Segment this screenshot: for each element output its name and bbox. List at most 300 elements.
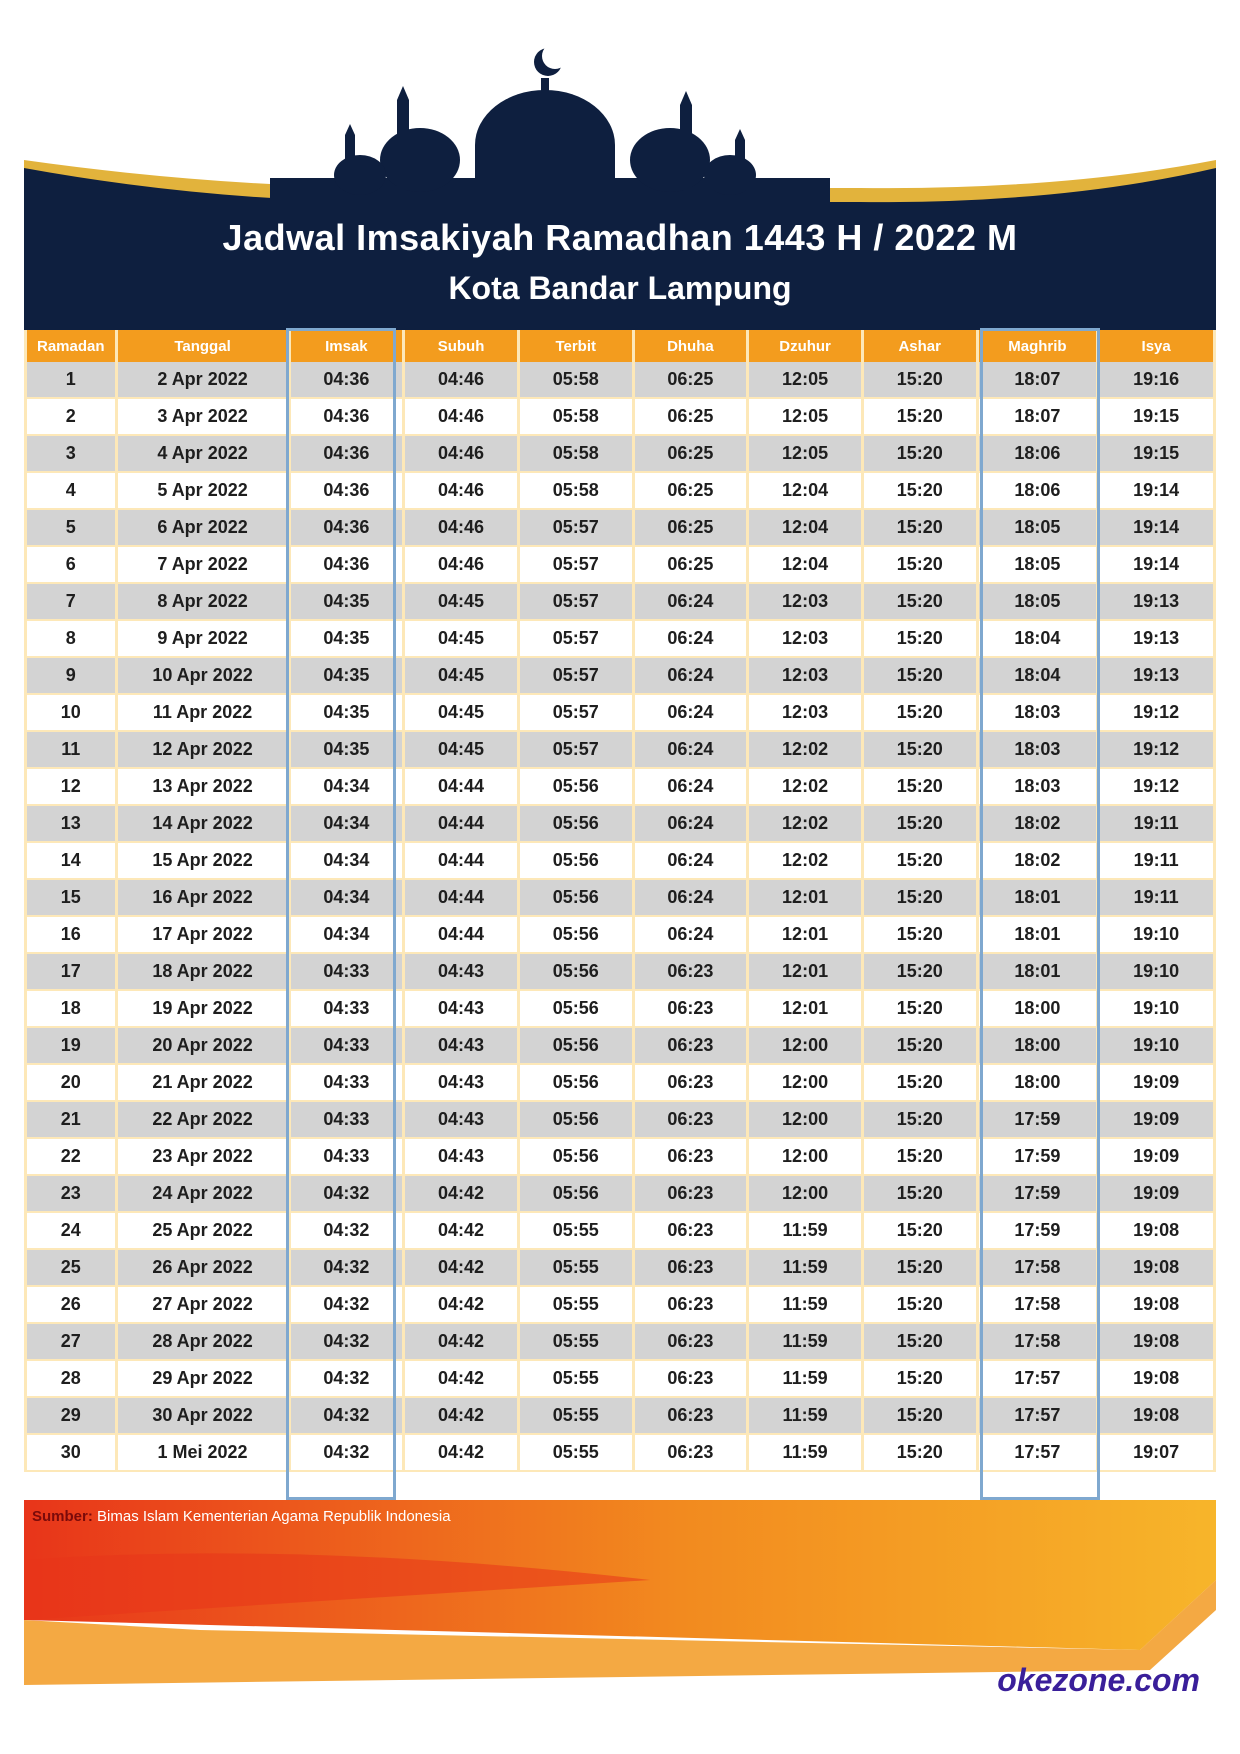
table-cell: 05:56 [518, 953, 633, 990]
column-header: Imsak [289, 330, 404, 362]
table-row [26, 879, 1215, 916]
table-cell: 19 Apr 2022 [116, 990, 289, 1027]
table-row [26, 1434, 1215, 1471]
table-row [26, 398, 1215, 435]
table-cell: 15:20 [862, 1138, 977, 1175]
table-cell: 12:00 [748, 1175, 863, 1212]
table-cell: 15 Apr 2022 [116, 842, 289, 879]
table-cell: 06:23 [633, 1397, 748, 1434]
table-cell: 06:23 [633, 1360, 748, 1397]
table-cell: 19:14 [1098, 509, 1215, 546]
table-cell: 04:42 [404, 1286, 519, 1323]
table-cell: 18:06 [977, 472, 1098, 509]
table-cell: 19:09 [1098, 1101, 1215, 1138]
table-cell: 04:42 [404, 1249, 519, 1286]
table-cell: 12:02 [748, 731, 863, 768]
table-cell: 22 [26, 1138, 117, 1175]
table-cell: 04:34 [289, 842, 404, 879]
table-cell: 15:20 [862, 953, 977, 990]
column-header: Subuh [404, 330, 519, 362]
table-row [26, 509, 1215, 546]
table-cell: 04:43 [404, 1027, 519, 1064]
table-cell: 04:42 [404, 1175, 519, 1212]
table-cell: 04:33 [289, 1064, 404, 1101]
table-cell: 11:59 [748, 1434, 863, 1471]
table-cell: 11 [26, 731, 117, 768]
table-cell: 04:45 [404, 657, 519, 694]
table-cell: 06:23 [633, 1138, 748, 1175]
table-cell: 19:08 [1098, 1286, 1215, 1323]
table-row [26, 768, 1215, 805]
table-cell: 15:20 [862, 546, 977, 583]
table-cell: 15:20 [862, 1397, 977, 1434]
table-cell: 04:45 [404, 583, 519, 620]
column-header: Terbit [518, 330, 633, 362]
table-row [26, 583, 1215, 620]
table-cell: 04:33 [289, 1027, 404, 1064]
table-cell: 06:24 [633, 842, 748, 879]
table-cell: 3 [26, 435, 117, 472]
table-cell: 19:14 [1098, 546, 1215, 583]
table-cell: 15:20 [862, 768, 977, 805]
table-cell: 2 Apr 2022 [116, 362, 289, 398]
table-cell: 15:20 [862, 1027, 977, 1064]
table-cell: 19:10 [1098, 1027, 1215, 1064]
table-cell: 05:58 [518, 472, 633, 509]
table-cell: 17:58 [977, 1323, 1098, 1360]
table-cell: 05:57 [518, 657, 633, 694]
table-cell: 18 Apr 2022 [116, 953, 289, 990]
table-cell: 05:57 [518, 509, 633, 546]
table-cell: 17:59 [977, 1175, 1098, 1212]
table-cell: 12 [26, 768, 117, 805]
table-cell: 05:56 [518, 1138, 633, 1175]
table-cell: 15:20 [862, 842, 977, 879]
table-cell: 18:03 [977, 694, 1098, 731]
table-row [26, 1027, 1215, 1064]
table-cell: 15:20 [862, 472, 977, 509]
table-cell: 18:03 [977, 731, 1098, 768]
table-cell: 05:55 [518, 1434, 633, 1471]
table-cell: 12:02 [748, 842, 863, 879]
source-note [32, 1508, 451, 1525]
table-row [26, 1101, 1215, 1138]
table-cell: 04:35 [289, 731, 404, 768]
table-cell: 7 Apr 2022 [116, 546, 289, 583]
table-cell: 05:57 [518, 694, 633, 731]
table-cell: 04:36 [289, 546, 404, 583]
table-row [26, 1175, 1215, 1212]
table-cell: 18:06 [977, 435, 1098, 472]
table-cell: 17:57 [977, 1434, 1098, 1471]
table-cell: 04:45 [404, 620, 519, 657]
site-logo[interactable]: okezone.com [997, 1662, 1200, 1698]
table-cell: 18 [26, 990, 117, 1027]
table-cell: 12:01 [748, 916, 863, 953]
table-cell: 04:46 [404, 546, 519, 583]
table-cell: 04:43 [404, 1101, 519, 1138]
table-cell: 25 [26, 1249, 117, 1286]
table-cell: 05:56 [518, 879, 633, 916]
table-cell: 27 Apr 2022 [116, 1286, 289, 1323]
table-cell: 27 [26, 1323, 117, 1360]
table-cell: 5 Apr 2022 [116, 472, 289, 509]
table-cell: 05:55 [518, 1360, 633, 1397]
table-cell: 19:12 [1098, 768, 1215, 805]
column-header: Ramadan [26, 330, 117, 362]
table-cell: 18:07 [977, 398, 1098, 435]
table-cell: 30 [26, 1434, 117, 1471]
table-cell: 21 [26, 1101, 117, 1138]
table-cell: 06:25 [633, 362, 748, 398]
table-cell: 19:07 [1098, 1434, 1215, 1471]
table-cell: 12:04 [748, 472, 863, 509]
table-row [26, 472, 1215, 509]
table-cell: 19:08 [1098, 1360, 1215, 1397]
table-cell: 04:43 [404, 953, 519, 990]
table-cell: 15:20 [862, 509, 977, 546]
table-cell: 15:20 [862, 1064, 977, 1101]
table-row [26, 1212, 1215, 1249]
table-cell: 06:25 [633, 435, 748, 472]
table-row [26, 990, 1215, 1027]
table-cell: 04:36 [289, 398, 404, 435]
table-cell: 15:20 [862, 879, 977, 916]
table-header-row [26, 330, 1215, 362]
table-cell: 15:20 [862, 362, 977, 398]
table-cell: 18:01 [977, 953, 1098, 990]
table-cell: 15:20 [862, 1175, 977, 1212]
table-cell: 8 [26, 620, 117, 657]
table-cell: 04:32 [289, 1286, 404, 1323]
table-cell: 05:56 [518, 1101, 633, 1138]
table-cell: 15:20 [862, 1360, 977, 1397]
table-cell: 7 [26, 583, 117, 620]
table-cell: 10 Apr 2022 [116, 657, 289, 694]
table-cell: 06:23 [633, 1175, 748, 1212]
table-cell: 05:57 [518, 620, 633, 657]
table-cell: 05:57 [518, 731, 633, 768]
table-cell: 19:11 [1098, 842, 1215, 879]
table-cell: 04:42 [404, 1434, 519, 1471]
table-cell: 19:10 [1098, 916, 1215, 953]
table-cell: 06:24 [633, 916, 748, 953]
table-cell: 19:09 [1098, 1175, 1215, 1212]
table-cell: 17:58 [977, 1286, 1098, 1323]
table-cell: 12:01 [748, 953, 863, 990]
table-cell: 19:08 [1098, 1323, 1215, 1360]
table-cell: 04:46 [404, 398, 519, 435]
table-cell: 17:59 [977, 1138, 1098, 1175]
table-body [26, 362, 1215, 1471]
table-cell: 04:46 [404, 362, 519, 398]
table-cell: 04:43 [404, 1138, 519, 1175]
table-cell: 15:20 [862, 1286, 977, 1323]
table-cell: 05:56 [518, 1027, 633, 1064]
table-cell: 17:57 [977, 1397, 1098, 1434]
table-cell: 11 Apr 2022 [116, 694, 289, 731]
table-cell: 05:57 [518, 583, 633, 620]
city-subtitle: Kota Bandar Lampung [448, 270, 792, 306]
table-cell: 19:09 [1098, 1064, 1215, 1101]
table-cell: 29 Apr 2022 [116, 1360, 289, 1397]
table-cell: 13 Apr 2022 [116, 768, 289, 805]
table-cell: 06:23 [633, 1101, 748, 1138]
table-cell: 18:00 [977, 1027, 1098, 1064]
table-cell: 04:34 [289, 916, 404, 953]
table-cell: 12:03 [748, 694, 863, 731]
table-cell: 19:16 [1098, 362, 1215, 398]
table-cell: 05:58 [518, 435, 633, 472]
column-header: Maghrib [977, 330, 1098, 362]
table-cell: 04:33 [289, 1101, 404, 1138]
table-cell: 4 Apr 2022 [116, 435, 289, 472]
table-cell: 06:23 [633, 1249, 748, 1286]
table-cell: 17:58 [977, 1249, 1098, 1286]
table-cell: 05:56 [518, 916, 633, 953]
table-cell: 18:05 [977, 509, 1098, 546]
table-cell: 06:23 [633, 1434, 748, 1471]
table-cell: 05:56 [518, 1175, 633, 1212]
table-cell: 06:24 [633, 768, 748, 805]
table-row [26, 435, 1215, 472]
table-row [26, 1323, 1215, 1360]
table-cell: 04:32 [289, 1175, 404, 1212]
table-cell: 18:00 [977, 1064, 1098, 1101]
table-cell: 19:08 [1098, 1397, 1215, 1434]
table-cell: 18:05 [977, 583, 1098, 620]
table-cell: 04:36 [289, 472, 404, 509]
table-cell: 04:42 [404, 1212, 519, 1249]
table-cell: 06:25 [633, 546, 748, 583]
table-cell: 04:35 [289, 694, 404, 731]
table-cell: 06:24 [633, 583, 748, 620]
schedule-table-container [24, 330, 1216, 1472]
table-cell: 4 [26, 472, 117, 509]
table-cell: 12:00 [748, 1101, 863, 1138]
table-cell: 19 [26, 1027, 117, 1064]
column-header: Dzuhur [748, 330, 863, 362]
source-text: Bimas Islam Kementerian Agama Republik Indonesia [97, 1508, 451, 1525]
table-cell: 06:25 [633, 509, 748, 546]
table-cell: 28 Apr 2022 [116, 1323, 289, 1360]
table-cell: 12:03 [748, 583, 863, 620]
table-cell: 19:13 [1098, 583, 1215, 620]
table-cell: 26 Apr 2022 [116, 1249, 289, 1286]
table-cell: 04:44 [404, 842, 519, 879]
table-cell: 17 [26, 953, 117, 990]
table-cell: 6 Apr 2022 [116, 509, 289, 546]
imsakiyah-table [24, 330, 1216, 1472]
table-cell: 19:11 [1098, 805, 1215, 842]
table-cell: 19:08 [1098, 1212, 1215, 1249]
table-cell: 12 Apr 2022 [116, 731, 289, 768]
table-cell: 05:55 [518, 1286, 633, 1323]
table-cell: 12:04 [748, 509, 863, 546]
table-cell: 04:35 [289, 620, 404, 657]
page-title: Jadwal Imsakiyah Ramadhan 1443 H / 2022 M [222, 217, 1018, 258]
table-cell: 04:32 [289, 1249, 404, 1286]
table-cell: 15:20 [862, 398, 977, 435]
table-cell: 12:01 [748, 990, 863, 1027]
table-cell: 14 Apr 2022 [116, 805, 289, 842]
table-cell: 04:42 [404, 1397, 519, 1434]
table-row [26, 620, 1215, 657]
header-titles [24, 216, 1216, 310]
table-cell: 25 Apr 2022 [116, 1212, 289, 1249]
table-cell: 04:32 [289, 1323, 404, 1360]
table-cell: 12:05 [748, 398, 863, 435]
table-cell: 06:23 [633, 1064, 748, 1101]
table-cell: 18:05 [977, 546, 1098, 583]
table-cell: 15:20 [862, 1323, 977, 1360]
table-cell: 14 [26, 842, 117, 879]
table-cell: 04:34 [289, 879, 404, 916]
table-cell: 15:20 [862, 805, 977, 842]
table-cell: 04:46 [404, 472, 519, 509]
column-header: Ashar [862, 330, 977, 362]
table-cell: 05:56 [518, 842, 633, 879]
table-cell: 15:20 [862, 1101, 977, 1138]
table-cell: 15:20 [862, 1249, 977, 1286]
table-cell: 11:59 [748, 1360, 863, 1397]
mosque-silhouette-icon [270, 78, 830, 208]
table-cell: 05:58 [518, 398, 633, 435]
table-cell: 04:44 [404, 805, 519, 842]
table-cell: 26 [26, 1286, 117, 1323]
table-cell: 06:23 [633, 1323, 748, 1360]
column-header: Isya [1098, 330, 1215, 362]
table-cell: 19:10 [1098, 990, 1215, 1027]
table-cell: 06:25 [633, 398, 748, 435]
table-row [26, 546, 1215, 583]
table-row [26, 1138, 1215, 1175]
table-row [26, 842, 1215, 879]
table-cell: 12:00 [748, 1027, 863, 1064]
table-cell: 06:24 [633, 879, 748, 916]
table-cell: 30 Apr 2022 [116, 1397, 289, 1434]
table-cell: 17 Apr 2022 [116, 916, 289, 953]
table-cell: 17:59 [977, 1101, 1098, 1138]
table-cell: 18:02 [977, 805, 1098, 842]
table-cell: 04:36 [289, 509, 404, 546]
table-cell: 12:02 [748, 805, 863, 842]
table-cell: 06:25 [633, 472, 748, 509]
table-cell: 04:32 [289, 1397, 404, 1434]
table-cell: 04:44 [404, 768, 519, 805]
table-row [26, 805, 1215, 842]
table-cell: 1 Mei 2022 [116, 1434, 289, 1471]
table-cell: 04:42 [404, 1360, 519, 1397]
table-cell: 18:01 [977, 879, 1098, 916]
table-cell: 04:45 [404, 694, 519, 731]
table-cell: 15:20 [862, 694, 977, 731]
table-cell: 19:15 [1098, 398, 1215, 435]
table-cell: 17:57 [977, 1360, 1098, 1397]
table-cell: 06:23 [633, 953, 748, 990]
column-header: Dhuha [633, 330, 748, 362]
table-cell: 15:20 [862, 583, 977, 620]
table-row [26, 731, 1215, 768]
table-cell: 04:43 [404, 1064, 519, 1101]
table-cell: 04:33 [289, 1138, 404, 1175]
table-cell: 24 [26, 1212, 117, 1249]
table-cell: 12:03 [748, 657, 863, 694]
table-cell: 04:43 [404, 990, 519, 1027]
table-cell: 19:13 [1098, 657, 1215, 694]
table-cell: 06:24 [633, 731, 748, 768]
table-cell: 15:20 [862, 990, 977, 1027]
table-cell: 11:59 [748, 1323, 863, 1360]
table-cell: 9 Apr 2022 [116, 620, 289, 657]
table-cell: 05:55 [518, 1212, 633, 1249]
table-cell: 04:42 [404, 1323, 519, 1360]
table-cell: 05:56 [518, 990, 633, 1027]
table-cell: 23 Apr 2022 [116, 1138, 289, 1175]
table-cell: 04:34 [289, 805, 404, 842]
table-cell: 12:05 [748, 435, 863, 472]
table-cell: 21 Apr 2022 [116, 1064, 289, 1101]
table-cell: 06:23 [633, 1027, 748, 1064]
table-cell: 15 [26, 879, 117, 916]
table-cell: 04:32 [289, 1360, 404, 1397]
table-cell: 12:04 [748, 546, 863, 583]
table-row [26, 362, 1215, 398]
source-label: Sumber: [32, 1508, 93, 1525]
table-cell: 06:23 [633, 1286, 748, 1323]
table-cell: 04:35 [289, 657, 404, 694]
table-cell: 04:33 [289, 990, 404, 1027]
table-cell: 05:58 [518, 362, 633, 398]
table-cell: 19:08 [1098, 1249, 1215, 1286]
table-cell: 15:20 [862, 657, 977, 694]
column-header: Tanggal [116, 330, 289, 362]
table-row [26, 1249, 1215, 1286]
table-cell: 18:04 [977, 657, 1098, 694]
table-cell: 04:34 [289, 768, 404, 805]
table-row [26, 1286, 1215, 1323]
table-cell: 05:56 [518, 805, 633, 842]
table-cell: 12:01 [748, 879, 863, 916]
table-row [26, 916, 1215, 953]
table-cell: 04:35 [289, 583, 404, 620]
table-cell: 16 [26, 916, 117, 953]
table-row [26, 1397, 1215, 1434]
table-row [26, 694, 1215, 731]
table-cell: 06:23 [633, 990, 748, 1027]
table-cell: 24 Apr 2022 [116, 1175, 289, 1212]
table-cell: 04:44 [404, 879, 519, 916]
table-cell: 11:59 [748, 1249, 863, 1286]
table-cell: 15:20 [862, 731, 977, 768]
table-cell: 04:44 [404, 916, 519, 953]
table-cell: 12:05 [748, 362, 863, 398]
table-cell: 11:59 [748, 1286, 863, 1323]
table-cell: 05:55 [518, 1249, 633, 1286]
table-cell: 19:15 [1098, 435, 1215, 472]
table-cell: 15:20 [862, 916, 977, 953]
table-cell: 1 [26, 362, 117, 398]
table-cell: 05:57 [518, 546, 633, 583]
table-cell: 05:55 [518, 1397, 633, 1434]
table-cell: 04:36 [289, 435, 404, 472]
table-cell: 04:36 [289, 362, 404, 398]
table-row [26, 1360, 1215, 1397]
table-cell: 9 [26, 657, 117, 694]
table-cell: 3 Apr 2022 [116, 398, 289, 435]
table-cell: 11:59 [748, 1212, 863, 1249]
table-cell: 06:24 [633, 657, 748, 694]
